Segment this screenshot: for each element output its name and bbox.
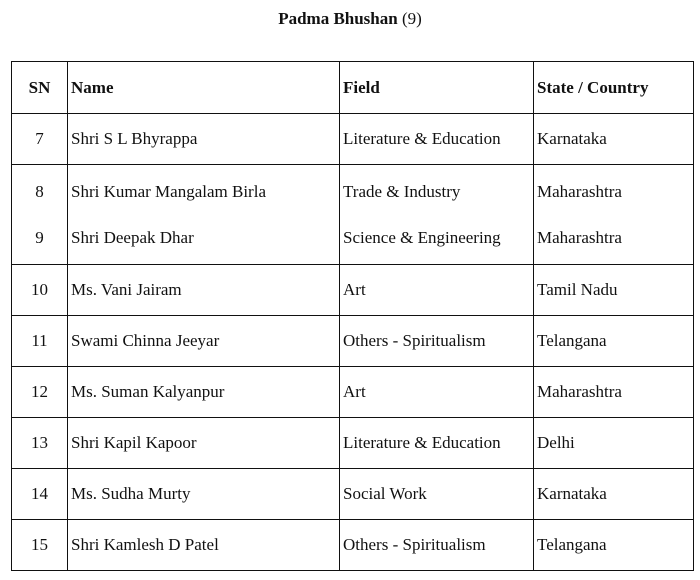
- cell-sn: 9: [35, 227, 44, 247]
- cell-field: Art: [340, 265, 534, 316]
- cell-name: Shri Deepak Dhar: [71, 227, 194, 247]
- cell-name: Ms. Vani Jairam: [68, 265, 340, 316]
- cell-field: Social Work: [340, 469, 534, 520]
- cell-state: Delhi: [534, 418, 694, 469]
- cell-name: Ms. Suman Kalyanpur: [68, 367, 340, 418]
- table-row: [12, 265, 694, 316]
- header-state: State / Country: [534, 62, 694, 114]
- table-row: [12, 418, 694, 469]
- cell-sn: 7: [12, 114, 68, 165]
- cell-field: Trade & Industry: [343, 181, 461, 201]
- cell-field: Others - Spiritualism: [340, 316, 534, 367]
- cell-field: Literature & Education: [340, 418, 534, 469]
- cell-sn: 8: [35, 181, 44, 201]
- cell-state: Karnataka: [534, 469, 694, 520]
- table-row: [12, 469, 694, 520]
- cell-name: Shri Kumar Mangalam Birla: [71, 181, 266, 201]
- header-name: Name: [68, 62, 340, 114]
- cell-sn: 10: [12, 265, 68, 316]
- table-row-merged: [12, 165, 694, 265]
- cell-sn: 11: [12, 316, 68, 367]
- header-sn: SN: [12, 62, 68, 114]
- cell-state: Maharashtra: [537, 181, 622, 201]
- cell-field: Others - Spiritualism: [340, 520, 534, 571]
- cell-state: Karnataka: [534, 114, 694, 165]
- cell-name-pair: [68, 165, 340, 265]
- cell-state: Maharashtra: [534, 367, 694, 418]
- cell-name: Ms. Sudha Murty: [68, 469, 340, 520]
- award-count: (9): [401, 9, 422, 28]
- table-row: [12, 114, 694, 165]
- awards-table: [11, 61, 694, 571]
- cell-name: Shri Kamlesh D Patel: [68, 520, 340, 571]
- cell-state: Telangana: [534, 520, 694, 571]
- cell-field: Art: [340, 367, 534, 418]
- table-row: [12, 520, 694, 571]
- award-title: Padma Bhushan: [278, 9, 398, 28]
- table-header-row: [12, 62, 694, 114]
- cell-field: Science & Engineering: [343, 227, 501, 247]
- cell-sn: 12: [12, 367, 68, 418]
- cell-field: Literature & Education: [340, 114, 534, 165]
- cell-field-pair: [340, 165, 534, 265]
- cell-sn-pair: [12, 165, 68, 265]
- cell-name: Shri S L Bhyrappa: [68, 114, 340, 165]
- cell-state: Telangana: [534, 316, 694, 367]
- table-row: [12, 367, 694, 418]
- table-row: [12, 316, 694, 367]
- cell-sn: 14: [12, 469, 68, 520]
- page-title: [0, 8, 700, 30]
- cell-sn: 13: [12, 418, 68, 469]
- cell-state: Maharashtra: [537, 227, 622, 247]
- header-field: Field: [340, 62, 534, 114]
- cell-name: Swami Chinna Jeeyar: [68, 316, 340, 367]
- cell-state-pair: [534, 165, 694, 265]
- cell-name: Shri Kapil Kapoor: [68, 418, 340, 469]
- cell-sn: 15: [12, 520, 68, 571]
- cell-state: Tamil Nadu: [534, 265, 694, 316]
